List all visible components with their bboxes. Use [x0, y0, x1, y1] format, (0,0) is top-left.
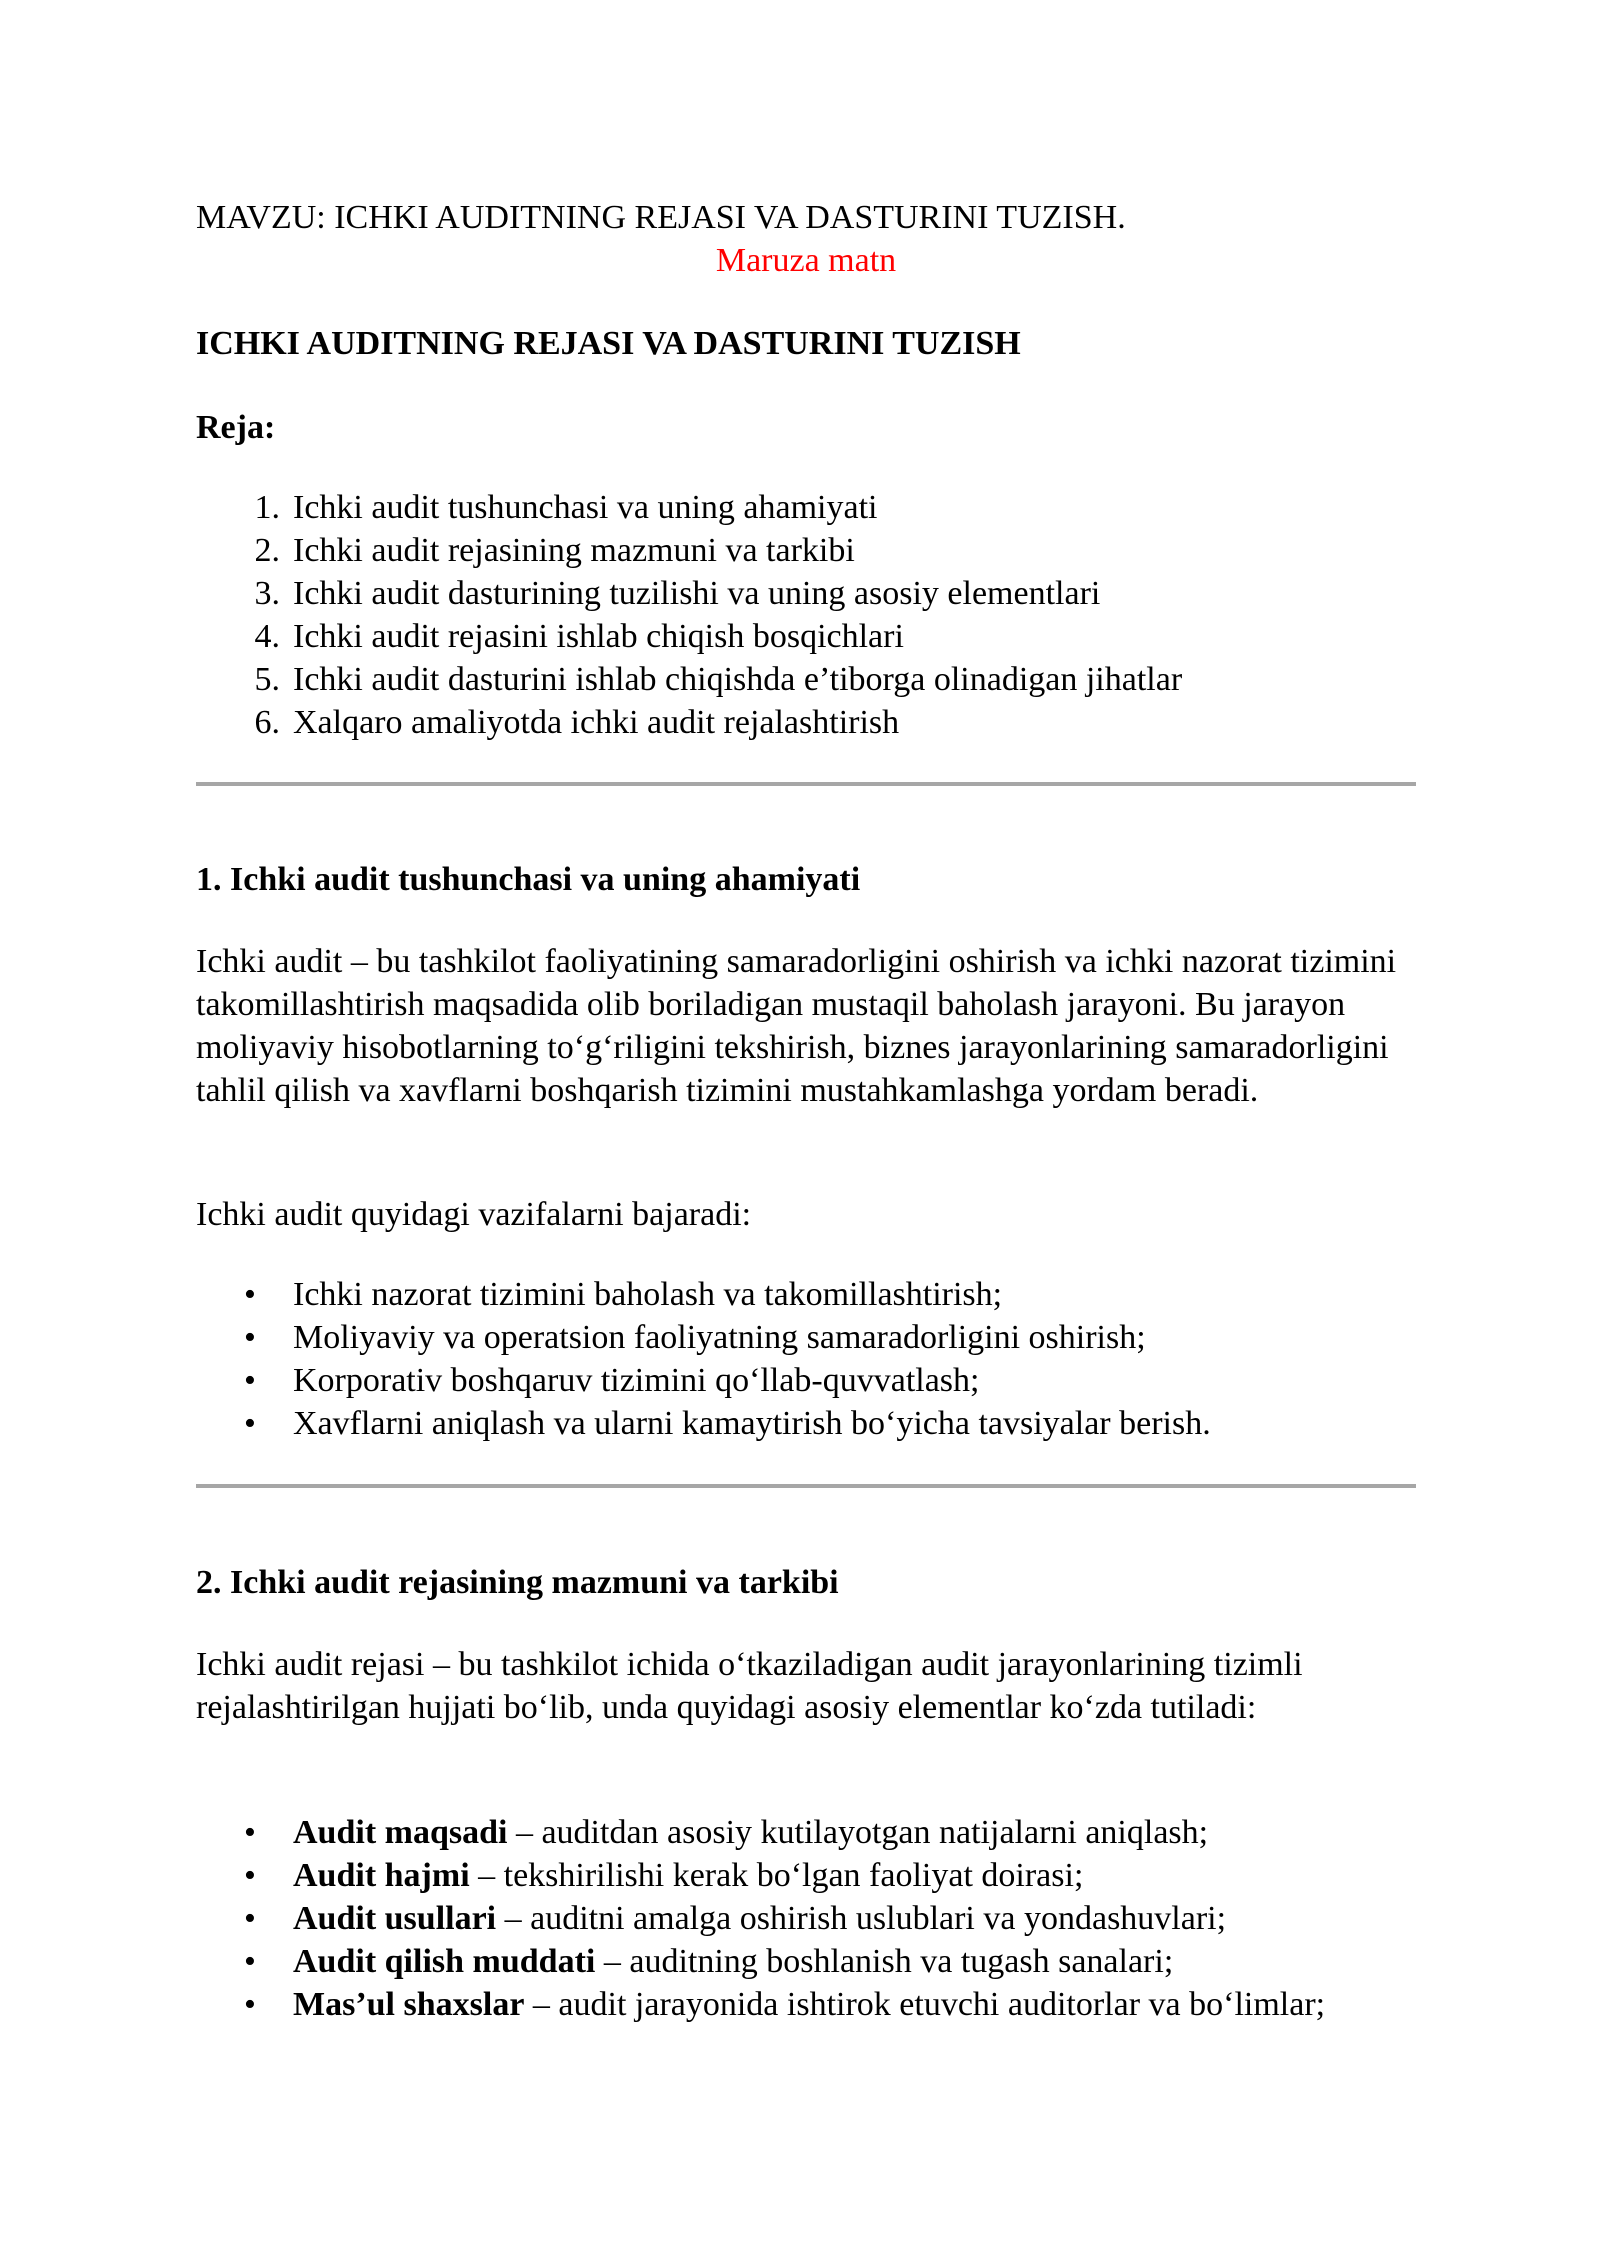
- plan-item: [196, 572, 1416, 615]
- list-item: [196, 1402, 1416, 1445]
- bullet-icon: •: [244, 1276, 256, 1313]
- list-item: [196, 1940, 1416, 1983]
- plan-item-number: 5.: [254, 661, 280, 698]
- list-item-term: Audit hajmi: [293, 1857, 470, 1894]
- plan-item: [196, 486, 1416, 529]
- section1-heading: 1. Ichki audit tushunchasi va uning ahamiyati: [196, 861, 861, 898]
- list-item-description: – tekshirilishi kerak bo‘lgan faoliyat doirasi;: [469, 1857, 1084, 1894]
- list-item: [196, 1811, 1416, 1854]
- plan-item-text: Ichki audit rejasining mazmuni va tarkibi: [293, 532, 855, 569]
- horizontal-divider: [196, 1484, 1416, 1488]
- list-item-description: – audit jarayonida ishtirok etuvchi auditorlar va bo‘limlar;: [524, 1986, 1326, 2023]
- plan-item-text: Ichki audit dasturini ishlab chiqishda e’tiborga olinadigan jihatlar: [293, 661, 1183, 698]
- bullet-icon: •: [244, 1986, 256, 2023]
- bullet-icon: •: [244, 1814, 256, 1851]
- section2-heading: 2. Ichki audit rejasining mazmuni va tarkibi: [196, 1564, 839, 1601]
- bullet-icon: •: [244, 1319, 256, 1356]
- bullet-icon: •: [244, 1362, 256, 1399]
- list-item-description: – auditni amalga oshirish uslublari va yondashuvlari;: [496, 1900, 1227, 1937]
- bullet-icon: •: [244, 1900, 256, 1937]
- section1-intro: Ichki audit quyidagi vazifalarni bajaradi:: [196, 1196, 752, 1233]
- plan-item-text: Xalqaro amaliyotda ichki audit rejalashtirish: [293, 704, 900, 741]
- bullet-icon: •: [244, 1943, 256, 1980]
- horizontal-divider: [196, 782, 1416, 786]
- list-item: [196, 1273, 1416, 1316]
- plan-item-number: 4.: [254, 618, 280, 655]
- list-item-text: Ichki nazorat tizimini baholash va takomillashtirish;: [293, 1276, 1003, 1313]
- plan-item: [196, 658, 1416, 701]
- plan-item-text: Ichki audit dasturining tuzilishi va uning asosiy elementlari: [293, 575, 1101, 612]
- list-item: [196, 1983, 1393, 2026]
- plan-list: [196, 486, 1416, 744]
- plan-item-number: 2.: [254, 532, 280, 569]
- list-item-text: Korporativ boshqaruv tizimini qo‘llab-quvvatlash;: [293, 1362, 980, 1399]
- section1-paragraph: Ichki audit – bu tashkilot faoliyatining samaradorligini oshirish va ichki nazorat tizimini takomillashtirish maqsadida olib boriladigan mustaqil baholash jarayoni. Bu jarayon moliyaviy hisobotlarning to‘g‘riligini tekshirish, biznes jarayonlarining samaradorligini tahlil qilish va xavflarni boshqarish tizimini mustahkamlashga yordam beradi.: [196, 943, 1397, 1109]
- list-item-term: Audit usullari: [293, 1900, 497, 1937]
- list-item-term: Mas’ul shaxslar: [293, 1986, 525, 2023]
- list-item-description: – auditdan asosiy kutilayotgan natijalarni aniqlash;: [507, 1814, 1209, 1851]
- plan-item: [196, 615, 1416, 658]
- plan-label: Reja:: [196, 409, 276, 446]
- list-item: [196, 1897, 1416, 1940]
- subtitle: Maruza matn: [715, 242, 897, 279]
- list-item-description: – auditning boshlanish va tugash sanalari;: [595, 1943, 1174, 1980]
- list-item-text: Xavflarni aniqlash va ularni kamaytirish bo‘yicha tavsiyalar berish.: [293, 1405, 1211, 1442]
- section2-paragraph: Ichki audit rejasi – bu tashkilot ichida o‘tkaziladigan audit jarayonlarining tizimli rejalashtirilgan hujjati bo‘lib, unda quyidagi asosiy elementlar ko‘zda tutiladi:: [196, 1646, 1303, 1726]
- plan-item-number: 1.: [254, 489, 280, 526]
- plan-item-text: Ichki audit tushunchasi va uning ahamiyati: [293, 489, 878, 526]
- bullet-icon: •: [244, 1405, 256, 1442]
- section2-list: [196, 1811, 1416, 2026]
- list-item-text: Moliyaviy va operatsion faoliyatning samaradorligini oshirish;: [293, 1319, 1146, 1356]
- plan-item: [196, 529, 1416, 572]
- bullet-icon: •: [244, 1857, 256, 1894]
- plan-item: [196, 701, 1416, 744]
- list-item: [196, 1359, 1416, 1402]
- plan-item-number: 3.: [254, 575, 280, 612]
- list-item: [196, 1316, 1416, 1359]
- plan-item-text: Ichki audit rejasini ishlab chiqish bosqichlari: [293, 618, 904, 655]
- list-item: [196, 1854, 1416, 1897]
- list-item-term: Audit qilish muddati: [293, 1943, 596, 1980]
- section1-list: [196, 1273, 1416, 1445]
- page-title: ICHKI AUDITNING REJASI VA DASTURINI TUZISH: [196, 325, 1021, 362]
- plan-item-number: 6.: [254, 704, 280, 741]
- list-item-term: Audit maqsadi: [293, 1814, 508, 1851]
- topic-line: MAVZU: ICHKI AUDITNING REJASI VA DASTURINI TUZISH.: [196, 199, 1126, 236]
